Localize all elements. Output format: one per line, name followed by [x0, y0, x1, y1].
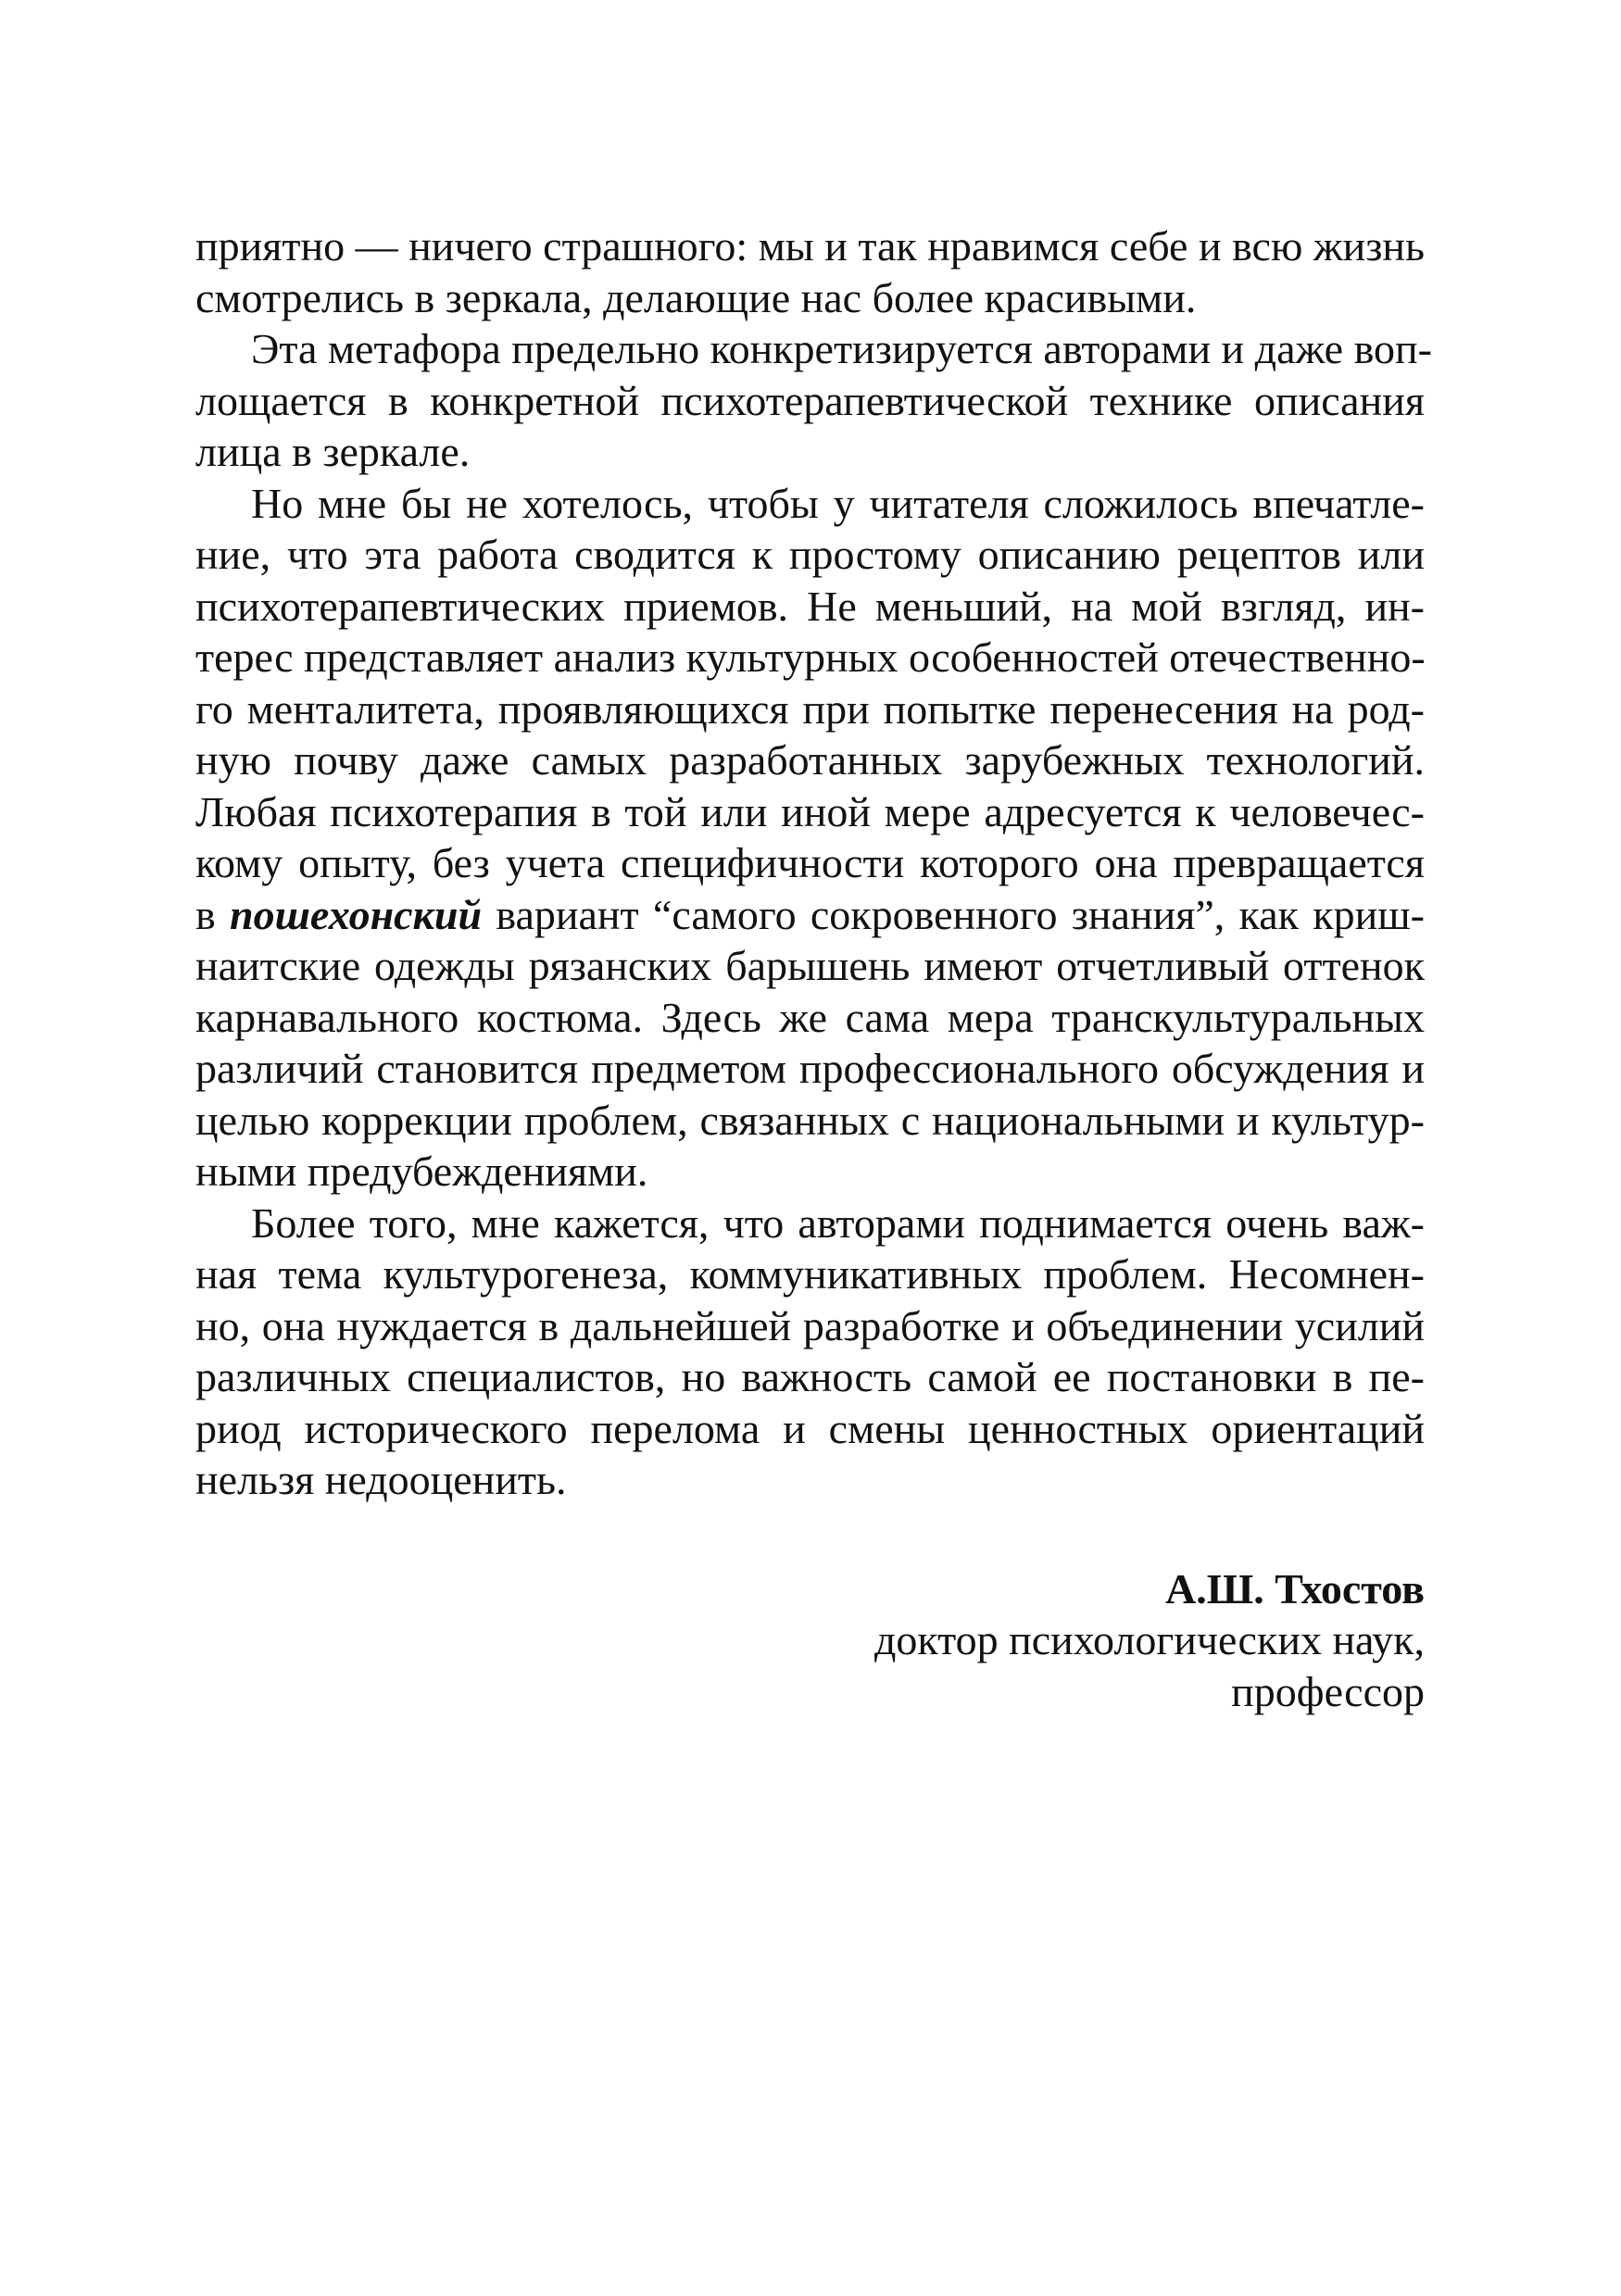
text-fragment: вариант “самого сокровенного знания”, как криш- — [482, 890, 1425, 938]
text-line: нельзя недооценить. — [195, 1456, 567, 1503]
signature-block — [195, 1563, 1425, 1718]
text-line: психотерапевтических приемов. Не меньший, на мой взгляд, ин- — [195, 582, 1425, 630]
text-fragment: в — [195, 890, 231, 938]
text-line: терес представляет анализ культурных особенностей отечественно- — [195, 634, 1426, 681]
text-line: ние, что эта работа сводится к простому описанию рецептов или — [195, 531, 1425, 578]
text-line: смотрелись в зеркала, делающие нас более красивыми. — [195, 273, 1197, 321]
paragraph-3 — [195, 478, 1425, 1198]
text-line: Любая психотерапия в той или иной мере адресуется к человечес- — [195, 787, 1425, 835]
text-line: наитские одежды рязанских барышень имеют отчетливый оттенок — [195, 942, 1425, 989]
paragraph-1 — [195, 220, 1425, 323]
text-line-with-emphasis — [195, 889, 1425, 941]
text-line: карнавального костюма. Здесь же сама мера транскультуральных — [195, 993, 1425, 1041]
emphasis-word: пошехонский — [230, 890, 483, 938]
text-line: но, она нуждается в дальнейшей разработке и объединении усилий — [195, 1301, 1425, 1349]
text-line: ными предубеждениями. — [195, 1148, 648, 1195]
text-line: приятно — ничего страшного: мы и так нравимся себе и всю жизнь — [195, 222, 1425, 270]
text-line: Но мне бы не хотелось, чтобы у читателя сложилось впечатле- — [251, 479, 1425, 527]
text-line: лица в зеркале. — [195, 428, 471, 475]
document-page — [195, 220, 1432, 1717]
text-line: риод исторического перелома и смены ценностных ориентаций — [195, 1404, 1425, 1452]
paragraph-4 — [195, 1198, 1425, 1506]
author-rank: профессор — [1231, 1667, 1425, 1715]
text-line: ная тема культурогенеза, коммуникативных проблем. Несомнен- — [195, 1250, 1425, 1298]
text-line: кому опыту, без учета специфичности которого она превращается — [195, 839, 1425, 886]
text-line: различных специалистов, но важность самой ее постановки в пе- — [195, 1353, 1425, 1400]
text-line: Эта метафора предельно конкретизируется авторами и даже воп- — [251, 325, 1432, 372]
author-name: А.Ш. Тхостов — [1165, 1564, 1425, 1612]
text-line: целью коррекции проблем, связанных с национальными и культур- — [195, 1096, 1425, 1144]
text-line: различий становится предметом профессионального обсуждения и — [195, 1045, 1425, 1092]
author-degree: доктор психологических наук, — [873, 1616, 1425, 1663]
text-line: Более того, мне кажется, что авторами поднимается очень важ- — [251, 1198, 1425, 1247]
text-line: го менталитета, проявляющихся при попытке перенесения на род- — [195, 684, 1425, 733]
text-line: лощается в конкретной психотерапевтической технике описания — [195, 376, 1425, 424]
text-line: ную почву даже самых разработанных зарубежных технологий. — [195, 736, 1425, 784]
paragraph-2 — [195, 323, 1432, 478]
